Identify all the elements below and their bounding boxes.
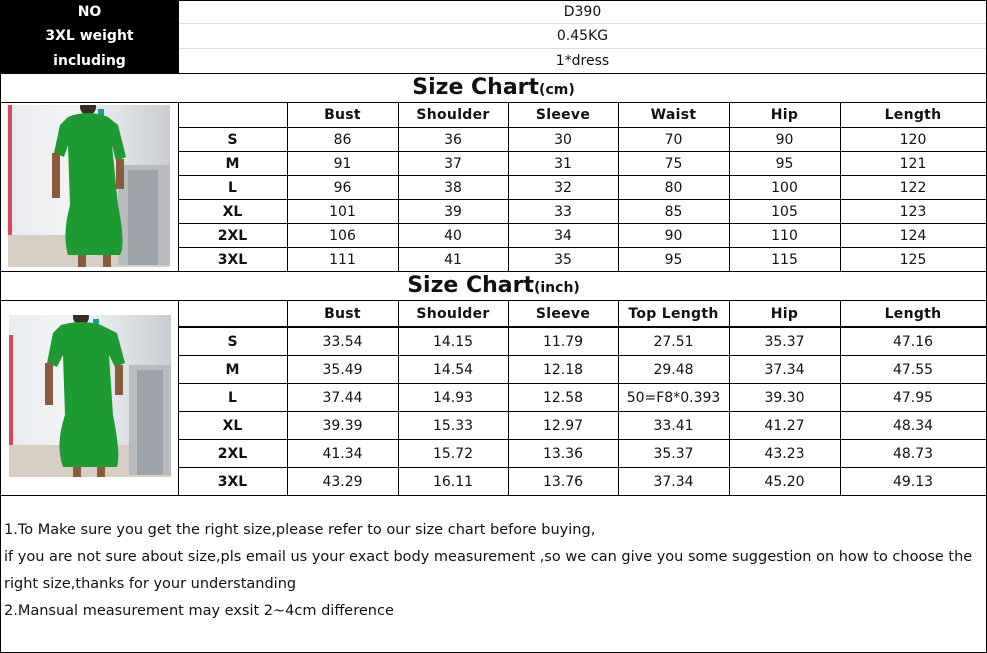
dress-photo-cm	[8, 105, 170, 267]
inch-cell: 50=F8*0.393	[626, 389, 721, 406]
inch-size-label: S	[227, 333, 238, 350]
cm-header-shoulder: Shoulder	[416, 107, 490, 123]
cm-cell: 34	[554, 227, 572, 244]
inch-cell: 12.18	[542, 361, 584, 378]
cm-chart-title	[0, 74, 987, 102]
cm-size-label: S	[227, 131, 238, 148]
inch-header-bust: Bust	[324, 305, 361, 322]
cm-cell: 122	[899, 179, 927, 196]
inch-cell: 14.93	[432, 389, 474, 406]
cm-cell: 33	[554, 203, 572, 220]
cm-cell: 123	[899, 203, 927, 220]
inch-title-text: Size Chart	[407, 273, 534, 298]
inch-cell: 47.16	[892, 333, 934, 350]
inch-cell: 15.33	[432, 417, 474, 434]
inch-cell: 14.15	[432, 333, 474, 350]
inch-size-label: M	[225, 361, 240, 378]
inch-cell: 13.76	[542, 473, 584, 490]
cm-cell: 106	[329, 227, 356, 244]
cm-header-waist: Waist	[650, 107, 697, 123]
cm-cell: 90	[775, 131, 794, 148]
cm-cell: 80	[664, 179, 683, 196]
cm-size-label: L	[228, 179, 237, 196]
label-including: including	[53, 52, 126, 69]
inch-header-length: Length	[884, 305, 942, 322]
cm-cell: 75	[664, 155, 683, 172]
inch-size-label: 3XL	[217, 473, 248, 490]
label-no: NO	[77, 4, 102, 20]
notes-section	[4, 517, 972, 625]
cm-cell: 30	[554, 131, 572, 148]
cm-cell: 39	[444, 203, 462, 220]
inch-cell: 16.11	[432, 473, 474, 490]
note-line-3: right size,thanks for your understanding	[4, 576, 297, 592]
cm-cell: 38	[444, 179, 462, 196]
cm-cell: 70	[664, 131, 683, 148]
cm-header-bust: Bust	[324, 107, 361, 123]
cm-size-label: 2XL	[217, 227, 248, 244]
cm-header-hip: Hip	[770, 107, 799, 123]
label-weight: 3XL weight	[45, 28, 134, 45]
cm-title-text: Size Chart	[412, 75, 540, 100]
inch-cell: 27.51	[653, 333, 694, 350]
info-values	[179, 0, 986, 73]
inch-cell: 47.55	[892, 361, 934, 378]
inch-cell: 11.79	[542, 333, 584, 350]
cm-size-label: XL	[222, 203, 243, 220]
note-line-2: if you are not sure about size,pls email us your exact body measurement ,so we can give you some suggestion on how to choose the	[4, 549, 973, 565]
cm-cell: 95	[775, 155, 794, 172]
value-including: 1*dress	[555, 52, 610, 69]
cm-cell: 125	[899, 251, 927, 268]
inch-size-label: 2XL	[217, 445, 248, 462]
inch-cell: 37.34	[653, 473, 694, 490]
inch-cell: 15.72	[432, 445, 474, 462]
green-dress-image-icon	[9, 315, 171, 477]
inch-cell: 39.39	[322, 417, 363, 434]
cm-cell: 105	[771, 203, 798, 220]
inch-cell: 35.49	[322, 361, 363, 378]
cm-cell: 35	[554, 251, 572, 268]
cm-cell: 31	[554, 155, 572, 172]
dress-photo-inch	[9, 315, 171, 477]
inch-cell: 48.34	[892, 417, 934, 434]
inch-cell: 35.37	[653, 445, 694, 462]
cm-cell: 41	[444, 251, 462, 268]
cm-cell: 115	[771, 251, 798, 268]
cm-header-sleeve: Sleeve	[535, 107, 591, 123]
cm-cell: 85	[664, 203, 683, 220]
cm-cell: 36	[444, 131, 462, 148]
inch-header-sleeve: Sleeve	[535, 305, 591, 322]
cm-cell: 40	[444, 227, 462, 244]
cm-cell: 95	[664, 251, 683, 268]
inch-header-top-length: Top Length	[628, 305, 719, 322]
cm-cell: 100	[771, 179, 798, 196]
value-model-no: D390	[179, 0, 986, 24]
inch-cell: 12.97	[542, 417, 584, 434]
value-weight: 0.45KG	[179, 24, 986, 48]
inch-cell: 41.27	[764, 417, 805, 434]
inch-chart-title	[0, 272, 987, 300]
inch-cell: 33.54	[322, 333, 363, 350]
cm-title-unit: (cm)	[539, 82, 575, 98]
cm-cell: 101	[329, 203, 356, 220]
inch-cell: 39.30	[764, 389, 805, 406]
cm-cell: 110	[771, 227, 798, 244]
inch-size-label: XL	[222, 417, 243, 434]
info-labels	[0, 0, 179, 73]
cm-cell: 111	[329, 251, 356, 268]
cm-header-length: Length	[884, 107, 942, 123]
inch-cell: 43.23	[764, 445, 805, 462]
inch-cell: 47.95	[892, 389, 934, 406]
inch-cell: 37.44	[322, 389, 363, 406]
inch-cell: 41.34	[322, 445, 363, 462]
inch-cell: 13.36	[542, 445, 584, 462]
note-line-1: 1.To Make sure you get the right size,please refer to our size chart before buying,	[4, 522, 596, 538]
inch-header-hip: Hip	[770, 305, 799, 322]
green-dress-image-icon	[8, 105, 170, 267]
inch-cell: 35.37	[764, 333, 805, 350]
cm-cell: 32	[554, 179, 572, 196]
inch-title-unit: (inch)	[533, 280, 580, 296]
inch-cell: 43.29	[322, 473, 363, 490]
inch-cell: 14.54	[432, 361, 474, 378]
cm-cell: 86	[333, 131, 352, 148]
inch-cell: 33.41	[653, 417, 694, 434]
inch-cell: 49.13	[892, 473, 934, 490]
cm-cell: 91	[333, 155, 352, 172]
cm-cell: 124	[899, 227, 927, 244]
cm-size-label: M	[225, 155, 240, 172]
inch-header-shoulder: Shoulder	[416, 305, 490, 322]
cm-cell: 90	[664, 227, 683, 244]
cm-size-label: 3XL	[217, 251, 248, 268]
inch-cell: 48.73	[892, 445, 934, 462]
inch-size-label: L	[228, 389, 237, 406]
note-line-4: 2.Mansual measurement may exsit 2~4cm difference	[4, 603, 394, 619]
cm-cell: 120	[899, 131, 927, 148]
cm-cell: 37	[444, 155, 462, 172]
inch-cell: 45.20	[764, 473, 805, 490]
inch-cell: 12.58	[542, 389, 584, 406]
cm-cell: 96	[333, 179, 352, 196]
cm-cell: 121	[899, 155, 927, 172]
inch-cell: 29.48	[653, 361, 694, 378]
inch-cell: 37.34	[764, 361, 805, 378]
